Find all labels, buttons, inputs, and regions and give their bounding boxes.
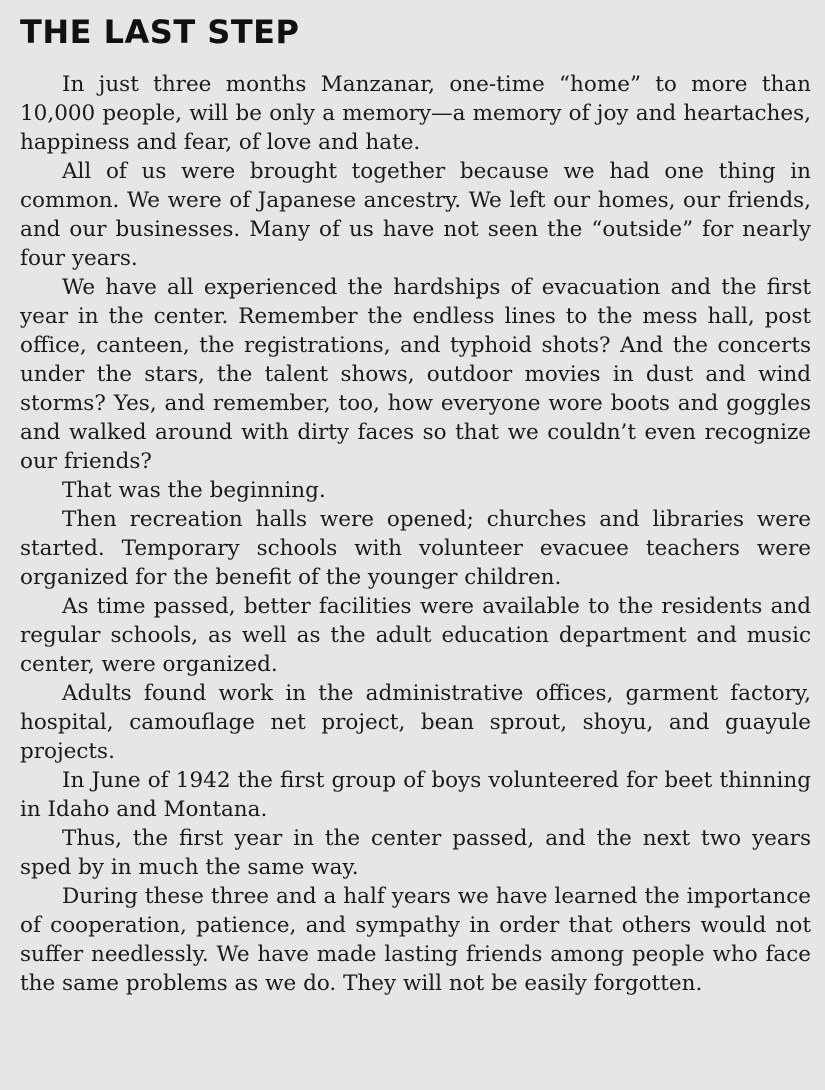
paragraph-5: Then recreation halls were opened; churches and libraries were started. Temporary schools with volunteer evacuee teachers were organized for the benefit of the younger children. [20,507,811,590]
paragraph-2: All of us were brought together because we had one thing in common. We were of Japanese ancestry. We left our homes, our friends, and our businesses. Many of us have not seen the “outside” for nearly four years. [20,159,811,271]
paragraph-4: That was the beginning. [62,478,326,503]
article-title: THE LAST STEP [20,13,300,51]
paragraph-10: During these three and a half years we have learned the importance of cooperation, patience, and sympathy in order that others would not suffer needlessly. We have made lasting friends among people who face the same problems as we do. They will not be easily forgotten. [20,884,811,996]
paragraph-1: In just three months Manzanar, one-time “home” to more than 10,000 people, will be only a memory—a memory of joy and heartaches, happiness and fear, of love and hate. [20,72,811,155]
paragraph-3: We have all experienced the hardships of evacuation and the first year in the center. Remember the endless lines to the mess hall, post office, canteen, the registrations, and typhoid shots? And the concerts under the stars, the talent shows, outdoor movies in dust and wind storms? Yes, and remember, too, how everyone wore boots and goggles and walked around with dirty faces so that we couldn’t even recognize our friends? [20,275,811,474]
paragraph-7: Adults found work in the administrative offices, garment factory, hospital, camouflage net project, bean sprout, shoyu, and guayule projects. [20,681,811,764]
paragraph-9: Thus, the first year in the center passed, and the next two years sped by in much the same way. [20,826,811,880]
article-body [20,70,811,998]
paragraph-6: As time passed, better facilities were available to the residents and regular schools, as well as the adult education department and music center, were organized. [20,594,811,677]
paragraph-8: In June of 1942 the first group of boys volunteered for beet thinning in Idaho and Montana. [20,768,811,822]
